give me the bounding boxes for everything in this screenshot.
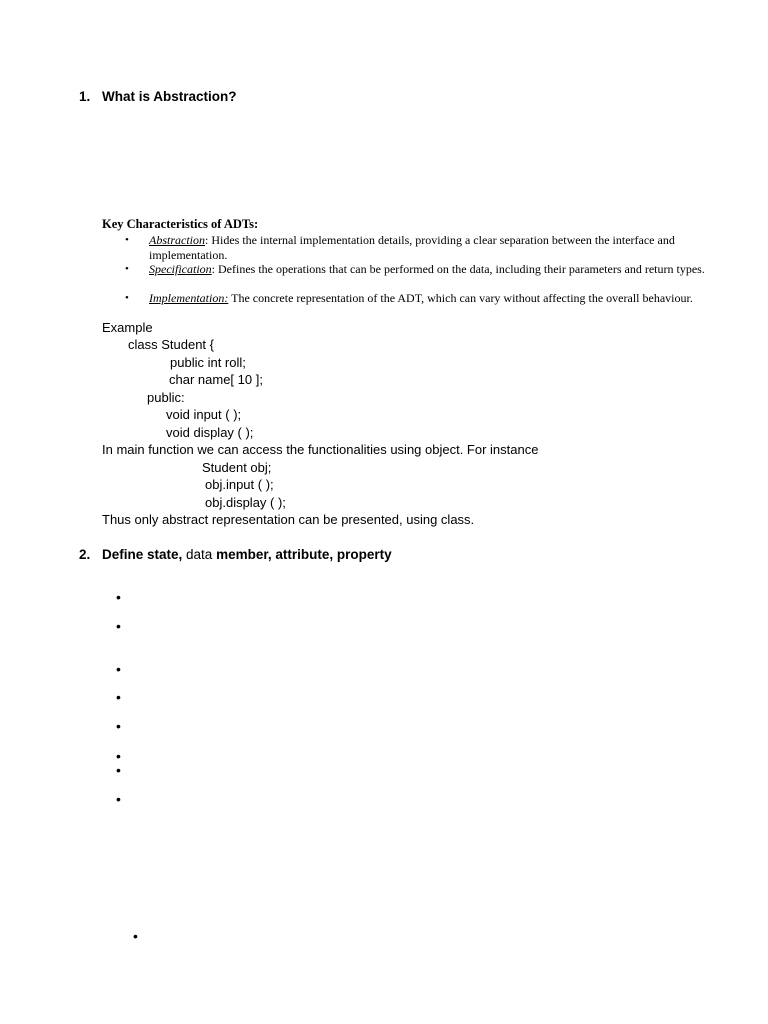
question-2-title: Define state, data member, attribute, property: [102, 547, 392, 562]
characteristic-text: Defines the operations that can be performed on the data, including their parameters and return types.: [218, 262, 705, 276]
code-line: void display ( );: [166, 425, 254, 440]
empty-bullet-icon: •: [116, 589, 121, 605]
empty-bullet-icon: •: [116, 689, 121, 705]
code-line: public int roll;: [170, 355, 246, 370]
characteristic-item-implementation: [125, 291, 735, 320]
characteristic-item-specification: • Specification: Defines the operations that can be performed on the data, including their parameters and return types.: [125, 262, 705, 276]
code-line: void input ( );: [166, 407, 242, 422]
bullet-icon: •: [125, 234, 129, 246]
empty-bullet-icon: •: [116, 762, 121, 778]
question-1-number: 1.: [79, 89, 91, 104]
code-line: char name[ 10 ];: [169, 372, 263, 387]
characteristic-text: Hides the internal implementation details, providing a clear separation between the interface and implementation.: [149, 233, 675, 262]
key-characteristics-title: Key Characteristics of ADTs:: [102, 217, 259, 231]
characteristic-item-abstraction: • Abstraction: Hides the internal implementation details, providing a clear separation between the interface and implementation.: [125, 233, 675, 262]
question-1-title: What is Abstraction?: [102, 89, 237, 104]
characteristic-term: Specification: [149, 262, 212, 276]
empty-bullet-icon: •: [116, 748, 121, 764]
empty-bullet-icon: •: [116, 618, 121, 634]
main-function-text: In main function we can access the functionalities using object. For instance: [102, 442, 539, 457]
characteristic-text: The concrete representation of the ADT, which can vary without affecting the overall behaviour.: [231, 291, 693, 305]
main-code-line: obj.input ( );: [205, 477, 274, 492]
characteristic-term: Implementation:: [149, 291, 229, 305]
empty-bullet-icon: •: [116, 661, 121, 677]
example-label: Example: [102, 320, 153, 335]
code-line: class Student {: [128, 337, 214, 352]
empty-bullet-icon: •: [133, 928, 138, 944]
characteristic-term: Abstraction: [149, 233, 205, 247]
empty-bullet-icon: •: [116, 718, 121, 734]
conclusion-text: Thus only abstract representation can be presented, using class.: [102, 512, 475, 527]
question-2-number: 2.: [79, 547, 91, 562]
question-1-heading: [79, 89, 379, 107]
bullet-icon: •: [125, 292, 129, 304]
question-2-heading: [79, 547, 479, 565]
empty-bullet-icon: •: [116, 791, 121, 807]
main-code-line: Student obj;: [202, 460, 272, 475]
code-line: public:: [147, 390, 185, 405]
bullet-icon: •: [125, 263, 129, 275]
main-code-line: obj.display ( );: [205, 495, 286, 510]
